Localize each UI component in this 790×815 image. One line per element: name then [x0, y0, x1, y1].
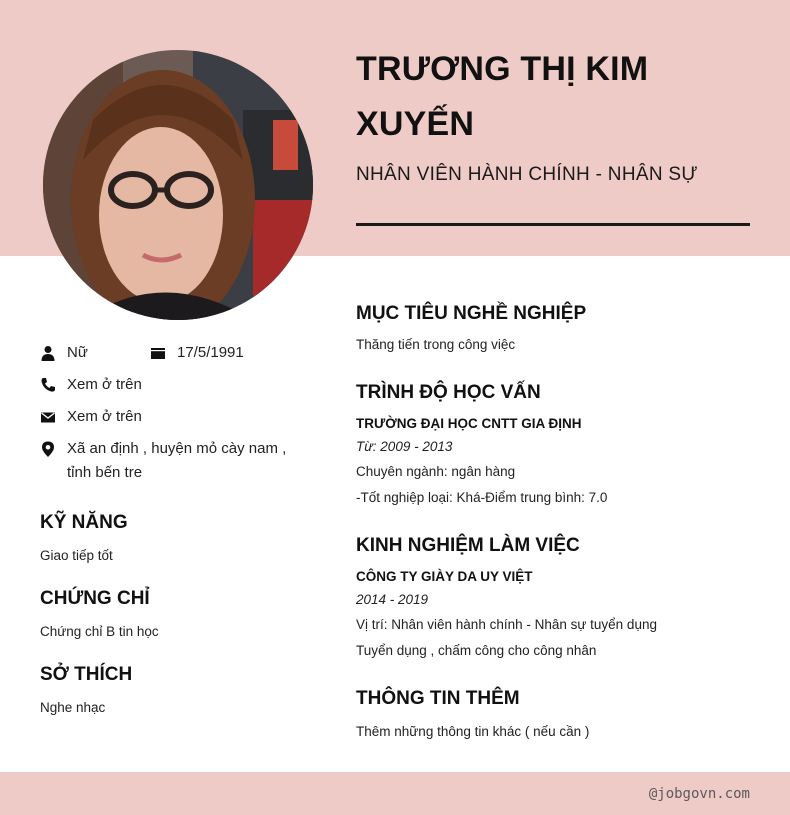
skills-title: KỸ NĂNG — [40, 512, 128, 533]
gender-value: Nữ — [67, 344, 88, 361]
footer-watermark: @jobgovn.com — [648, 786, 750, 802]
envelope-icon — [40, 409, 56, 425]
objective-text: Thăng tiến trong công việc — [356, 337, 516, 352]
experience-title: KINH NGHIỆM LÀM VIỆC — [356, 535, 580, 556]
address-line-1: Xã an định , huyện mỏ cày nam , — [67, 440, 287, 457]
certificates-text: Chứng chỉ B tin học — [40, 624, 159, 639]
certificates-title: CHỨNG CHỈ — [40, 588, 150, 609]
location-pin-icon — [40, 440, 56, 458]
header-divider — [356, 223, 750, 226]
address-line-2: tỉnh bến tre — [67, 464, 143, 481]
hobbies-title: SỞ THÍCH — [40, 664, 133, 685]
gender-row — [40, 341, 150, 365]
extra-title: THÔNG TIN THÊM — [356, 688, 520, 709]
extra-text: Thêm những thông tin khác ( nếu cần ) — [356, 724, 590, 739]
email-row — [40, 405, 240, 429]
person-icon — [40, 345, 56, 361]
experience-duties: Tuyển dụng , chấm công cho công nhân — [356, 643, 597, 658]
experience-company: CÔNG TY GIÀY DA UY VIỆT — [356, 569, 533, 584]
calendar-icon — [150, 345, 166, 361]
objective-title: MỤC TIÊU NGHỀ NGHIỆP — [356, 303, 587, 324]
phone-value: Xem ở trên — [67, 376, 142, 393]
candidate-name: TRƯƠNG THỊ KIM XUYẾN — [356, 50, 649, 143]
phone-row — [40, 373, 240, 397]
birthdate-value: 17/5/1991 — [177, 344, 244, 361]
phone-icon — [40, 377, 56, 393]
education-major: Chuyên ngành: ngân hàng — [356, 464, 516, 479]
education-title: TRÌNH ĐỘ HỌC VẤN — [356, 382, 541, 403]
skills-text: Giao tiếp tốt — [40, 548, 113, 563]
experience-position: Vị trí: Nhân viên hành chính - Nhân sự tuyển dụng — [356, 617, 657, 632]
hobbies-text: Nghe nhạc — [40, 700, 106, 715]
education-school: TRƯỜNG ĐẠI HỌC CNTT GIA ĐỊNH — [356, 416, 582, 431]
address-row — [40, 437, 330, 485]
profile-photo-image — [43, 50, 313, 320]
education-period: Từ: 2009 - 2013 — [356, 439, 453, 454]
birthdate-row — [150, 341, 290, 365]
email-value: Xem ở trên — [67, 408, 142, 425]
profile-photo — [43, 50, 313, 320]
experience-period: 2014 - 2019 — [356, 592, 429, 607]
education-grade: -Tốt nghiệp loại: Khá-Điểm trung bình: 7.0 — [356, 490, 608, 505]
candidate-role: NHÂN VIÊN HÀNH CHÍNH - NHÂN SỰ — [356, 164, 698, 185]
